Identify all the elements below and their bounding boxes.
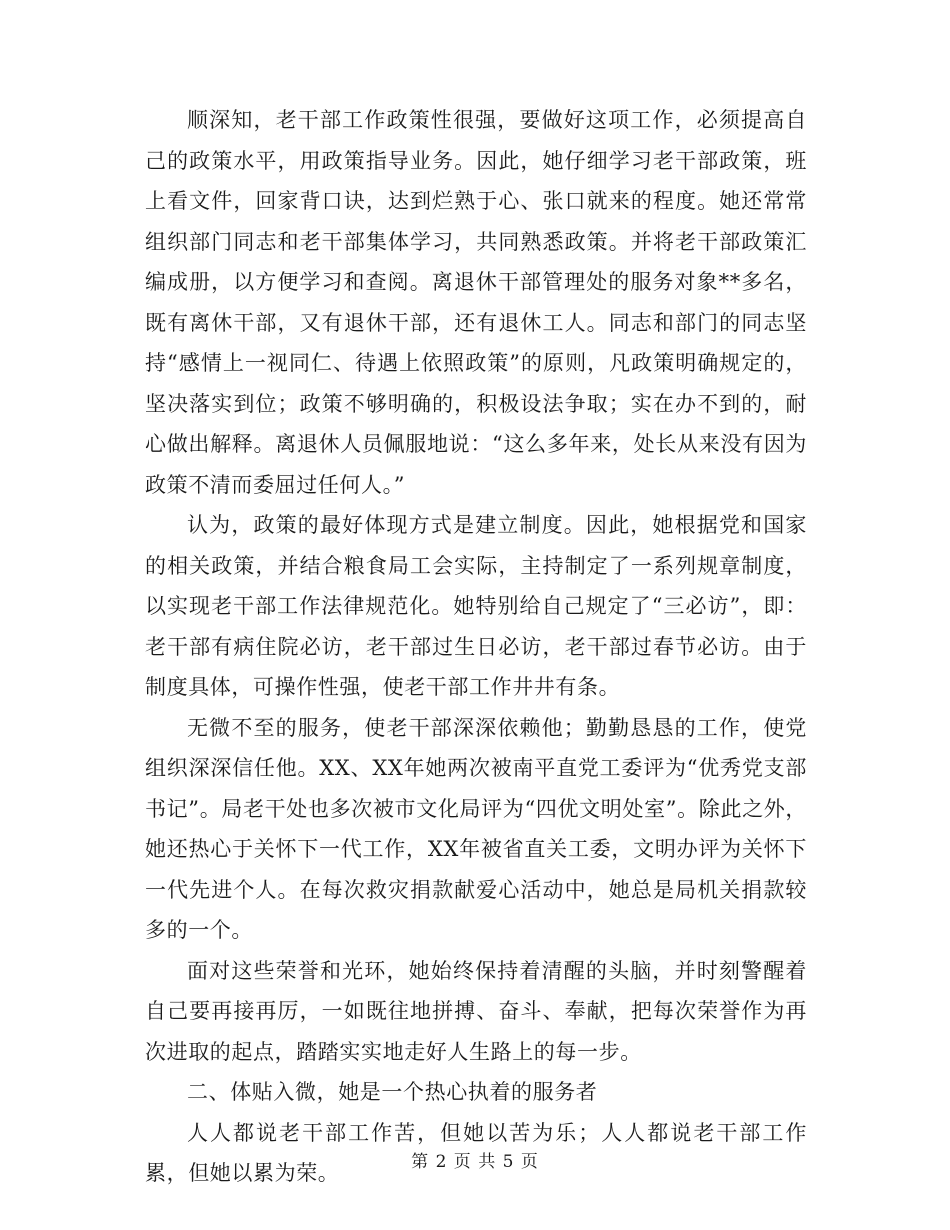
paragraph-policy-study: 顺深知，老干部工作政策性很强，要做好这项工作，必须提高自己的政策水平，用政策指导业务。因此，她仔细学习老干部政策，班上看文件，回家背口诀，达到烂熟于心、张口就来的程度。她还常常组织部门同志和老干部集体学习，共同熟悉政策。并将老干部政策汇编成册，以方便学习和查阅。离退休干部管理处的服务对象**多名，既有离休干部，又有退休干部，还有退休工人。同志和部门的同志坚持“感情上一视同仁、待遇上依照政策”的原则，凡政策明确规定的，坚决落实到位；政策不够明确的，积极设法争取；实在办不到的，耐心做出解释。离退休人员佩服地说：“这么多年来，处长从来没有因为政策不清而委屈过任何人。” — [145, 108, 807, 497]
page-number-footer: 第 2 页 共 5 页 — [411, 1152, 539, 1172]
paragraph-rules-system: 认为，政策的最好体现方式是建立制度。因此，她根据党和国家的相关政策，并结合粮食局工会实际，主持制定了一系列规章制度，以实现老干部工作法律规范化。她特别给自己规定了“三必访”，即：老干部有病住院必访，老干部过生日必访，老干部过春节必访。由于制度具体，可操作性强，使老干部工作井井有条。 — [145, 513, 807, 699]
section-heading-two: 二、体贴入微，她是一个热心执着的服务者 — [187, 1080, 598, 1104]
paragraph-stay-humble: 面对这些荣誉和光环，她始终保持着清醒的头脑，并时刻警醒着自己要再接再厉，一如既往地拼搏、奋斗、奉献，把每次荣誉作为再次进取的起点，踏踏实实地走好人生路上的每一步。 — [145, 958, 807, 1064]
paragraph-hard-work: 人人都说老干部工作苦，但她以苦为乐；人人都说老干部工作累，但她以累为荣。 — [145, 1120, 807, 1185]
paragraph-honors: 无微不至的服务，使老干部深深依赖他；勤勤恳恳的工作，使党组织深深信任他。XX、XX年她两次被南平直党工委评为“优秀党支部书记”。局老干处也多次被市文化局评为“四优文明处室”。除此之外，她还热心于关怀下一代工作，XX年被省直关工委，文明办评为关怀下一代先进个人。在每次救灾捐款献爱心活动中，她总是局机关捐款较多的一个。 — [145, 715, 807, 942]
document-body — [145, 100, 807, 1194]
